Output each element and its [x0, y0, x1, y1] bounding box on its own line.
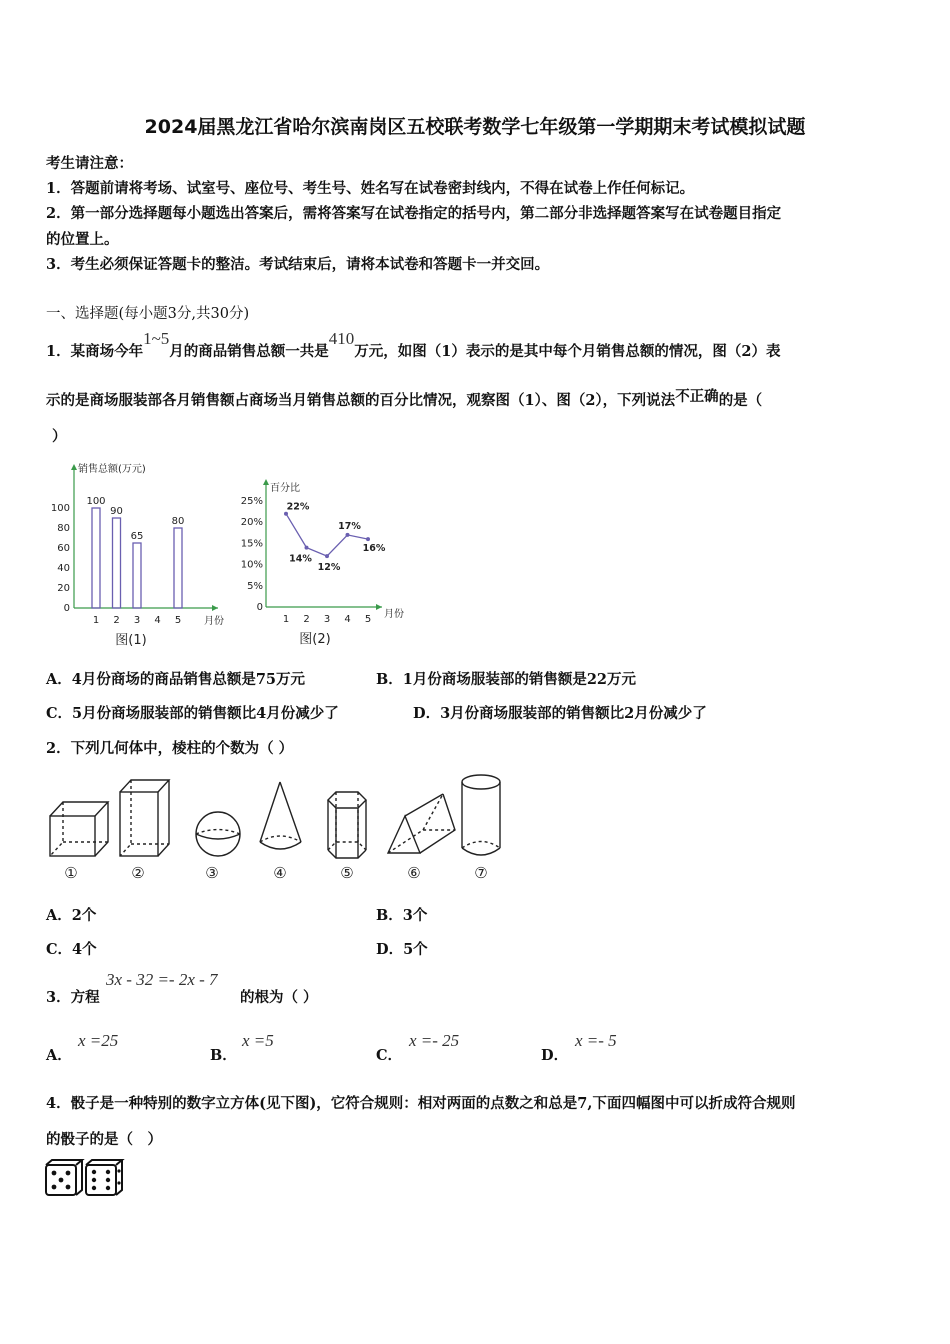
x-tick-label: 4	[344, 614, 351, 625]
q4-line1: 4．骰子是一种特别的数字立方体(见下图)，它符合规则：相对两面的点数之和总是7,下面四幅图中可以折成符合规则	[46, 1095, 796, 1112]
y-tick-label: 20%	[240, 517, 263, 529]
q3-option-c: x =- 25	[409, 1031, 460, 1050]
y-axis-arrow	[263, 479, 269, 485]
q2-option-c: C．4个	[46, 941, 97, 958]
x-axis-label: 月份	[384, 609, 404, 620]
cylinder-shape	[462, 775, 500, 855]
q1-line3: ）	[52, 428, 67, 445]
q2-option-a: A．2个	[46, 907, 97, 924]
notice-item: 3．考生必须保证答题卡的整洁。考试结束后，请将本试卷和答题卡一并交回。	[46, 256, 550, 273]
x-axis-label: 月份	[204, 616, 224, 627]
page-title: 2024届黑龙江省哈尔滨南岗区五校联考数学七年级第一学期期末考试模拟试题	[144, 116, 806, 138]
q1-text-a: 1．某商场今年	[46, 343, 144, 360]
bar	[113, 518, 121, 608]
cone-shape	[260, 782, 301, 849]
shape-label: ⑦	[474, 864, 488, 882]
notice-item: 的位置上。	[46, 231, 119, 248]
q3-option-c-label: C．	[376, 1047, 403, 1064]
q3-option-d-label: D．	[541, 1047, 569, 1064]
x-tick-label: 5	[174, 615, 182, 626]
q1-text-b: 月的商品销售总额一共是	[169, 343, 329, 360]
q3-option-b-label: B．	[210, 1047, 237, 1064]
x-tick-label: 5	[364, 614, 372, 625]
notice-item: 2．第一部分选择题每小题选出答案后，需将答案写在试卷指定的括号内，第二部分非选择题答案写在试卷题目指定	[46, 205, 782, 222]
q2-option-d: D．5个	[376, 941, 428, 958]
y-tick-label: 80	[57, 523, 70, 534]
bar-value-label: 100	[86, 496, 106, 507]
q1-option-a: A．4月份商场的商品销售总额是75万元	[46, 671, 306, 688]
q3-option-a-label: A．	[46, 1047, 72, 1064]
bar-value-label: 65	[130, 531, 144, 542]
data-point	[366, 537, 370, 541]
shape-label: ⑥	[407, 864, 421, 882]
point-value-label: 16%	[362, 543, 386, 555]
point-value-label: 22%	[286, 501, 310, 513]
q3-text-b: 的根为（ ）	[240, 989, 318, 1006]
solids-figure	[40, 768, 520, 886]
shape-label: ⑤	[340, 864, 354, 882]
section-heading: 一、选择题(每小题3分,共30分)	[46, 306, 250, 322]
q2-text: 2．下列几何体中，棱柱的个数为（ ）	[46, 740, 294, 757]
q1-option-c: C．5月份商场服装部的销售额比4月份减少了	[46, 705, 339, 722]
q1-option-b: B．1月份商场服装部的销售额是22万元	[376, 671, 637, 688]
q3-option-a: x =25	[78, 1031, 119, 1050]
y-axis-arrow	[71, 464, 77, 470]
bar	[133, 543, 141, 608]
y-tick-label: 25%	[240, 496, 263, 507]
chart-caption: 图(2)	[299, 632, 331, 647]
q4-line2: 的骰子的是（ ）	[46, 1131, 162, 1148]
y-tick-label: 20	[57, 583, 70, 594]
q1-option-d: D．3月份商场服装部的销售额比2月份减少了	[413, 705, 707, 722]
q1-math-months: 1~5	[143, 329, 170, 348]
data-point	[346, 533, 350, 537]
point-value-label: 17%	[338, 520, 361, 532]
data-point	[325, 554, 329, 558]
y-tick-label: 15%	[240, 538, 263, 550]
q1-text-end: 的是（	[718, 392, 763, 409]
y-tick-label: 5%	[247, 580, 263, 592]
q3-option-d: x =- 5	[575, 1031, 617, 1050]
x-tick-label: 2	[303, 614, 310, 625]
triangular-prism-shape	[388, 794, 455, 853]
bar	[92, 508, 100, 608]
notice-heading: 考生请注意：	[46, 155, 133, 172]
q1-line2	[46, 389, 762, 410]
dice-figure	[44, 1157, 126, 1199]
y-tick-label: 0	[256, 602, 263, 613]
x-tick-label: 4	[154, 615, 161, 626]
q3-option-b: x =5	[242, 1031, 274, 1050]
q3-equation: 3x - 32 =- 2x - 7	[106, 970, 218, 989]
data-point	[305, 546, 309, 550]
y-tick-label: 100	[50, 503, 70, 514]
q1-text-not: 不正确	[675, 388, 719, 405]
die-two	[86, 1160, 122, 1195]
x-tick-label: 3	[323, 614, 331, 625]
shape-label: ①	[64, 864, 78, 882]
chart-caption: 图(1)	[115, 633, 147, 648]
chart-percent-line	[232, 475, 417, 648]
y-tick-label: 10%	[240, 559, 263, 571]
x-tick-label: 1	[92, 615, 100, 626]
bar-value-label: 90	[110, 506, 123, 517]
die-one	[46, 1160, 82, 1195]
chart-sales-bar	[48, 458, 233, 648]
cube-shape	[50, 802, 108, 856]
q1-math-total: 410	[328, 329, 355, 348]
x-tick-label: 2	[113, 615, 120, 626]
y-tick-label: 60	[57, 543, 70, 554]
bar	[174, 528, 182, 608]
notice-item: 1．答题前请将考场、试室号、座位号、考生号、姓名写在试卷密封线内，不得在试卷上作任何标记。	[46, 180, 695, 197]
q1-text-c: 万元，如图（1）表示的是其中每个月销售总额的情况，图（2）表	[354, 343, 781, 360]
x-axis-arrow	[376, 604, 382, 610]
x-tick-label: 3	[133, 615, 141, 626]
shape-label: ②	[131, 864, 145, 882]
x-axis-arrow	[212, 605, 218, 611]
point-value-label: 14%	[289, 553, 312, 565]
q3-text-a: 3．方程	[46, 989, 100, 1006]
sphere-shape	[196, 812, 240, 856]
y-tick-label: 0	[63, 603, 70, 614]
chart-title: 销售总额(万元)	[78, 464, 146, 475]
q1-text-line2: 示的是商场服装部各月销售额占商场当月销售总额的百分比情况，观察图（1）、图（2），下列说法	[46, 392, 676, 409]
cuboid-shape	[120, 780, 169, 856]
bar-value-label: 80	[171, 516, 185, 527]
q1-line1	[46, 329, 781, 361]
shape-label: ④	[273, 864, 287, 882]
point-value-label: 12%	[317, 562, 341, 574]
x-tick-label: 1	[282, 614, 290, 625]
chart-title: 百分比	[270, 483, 300, 494]
q2-option-b: B．3个	[376, 907, 428, 924]
y-tick-label: 40	[57, 563, 70, 574]
shape-label: ③	[205, 864, 219, 882]
hexagonal-prism-shape	[328, 792, 366, 858]
